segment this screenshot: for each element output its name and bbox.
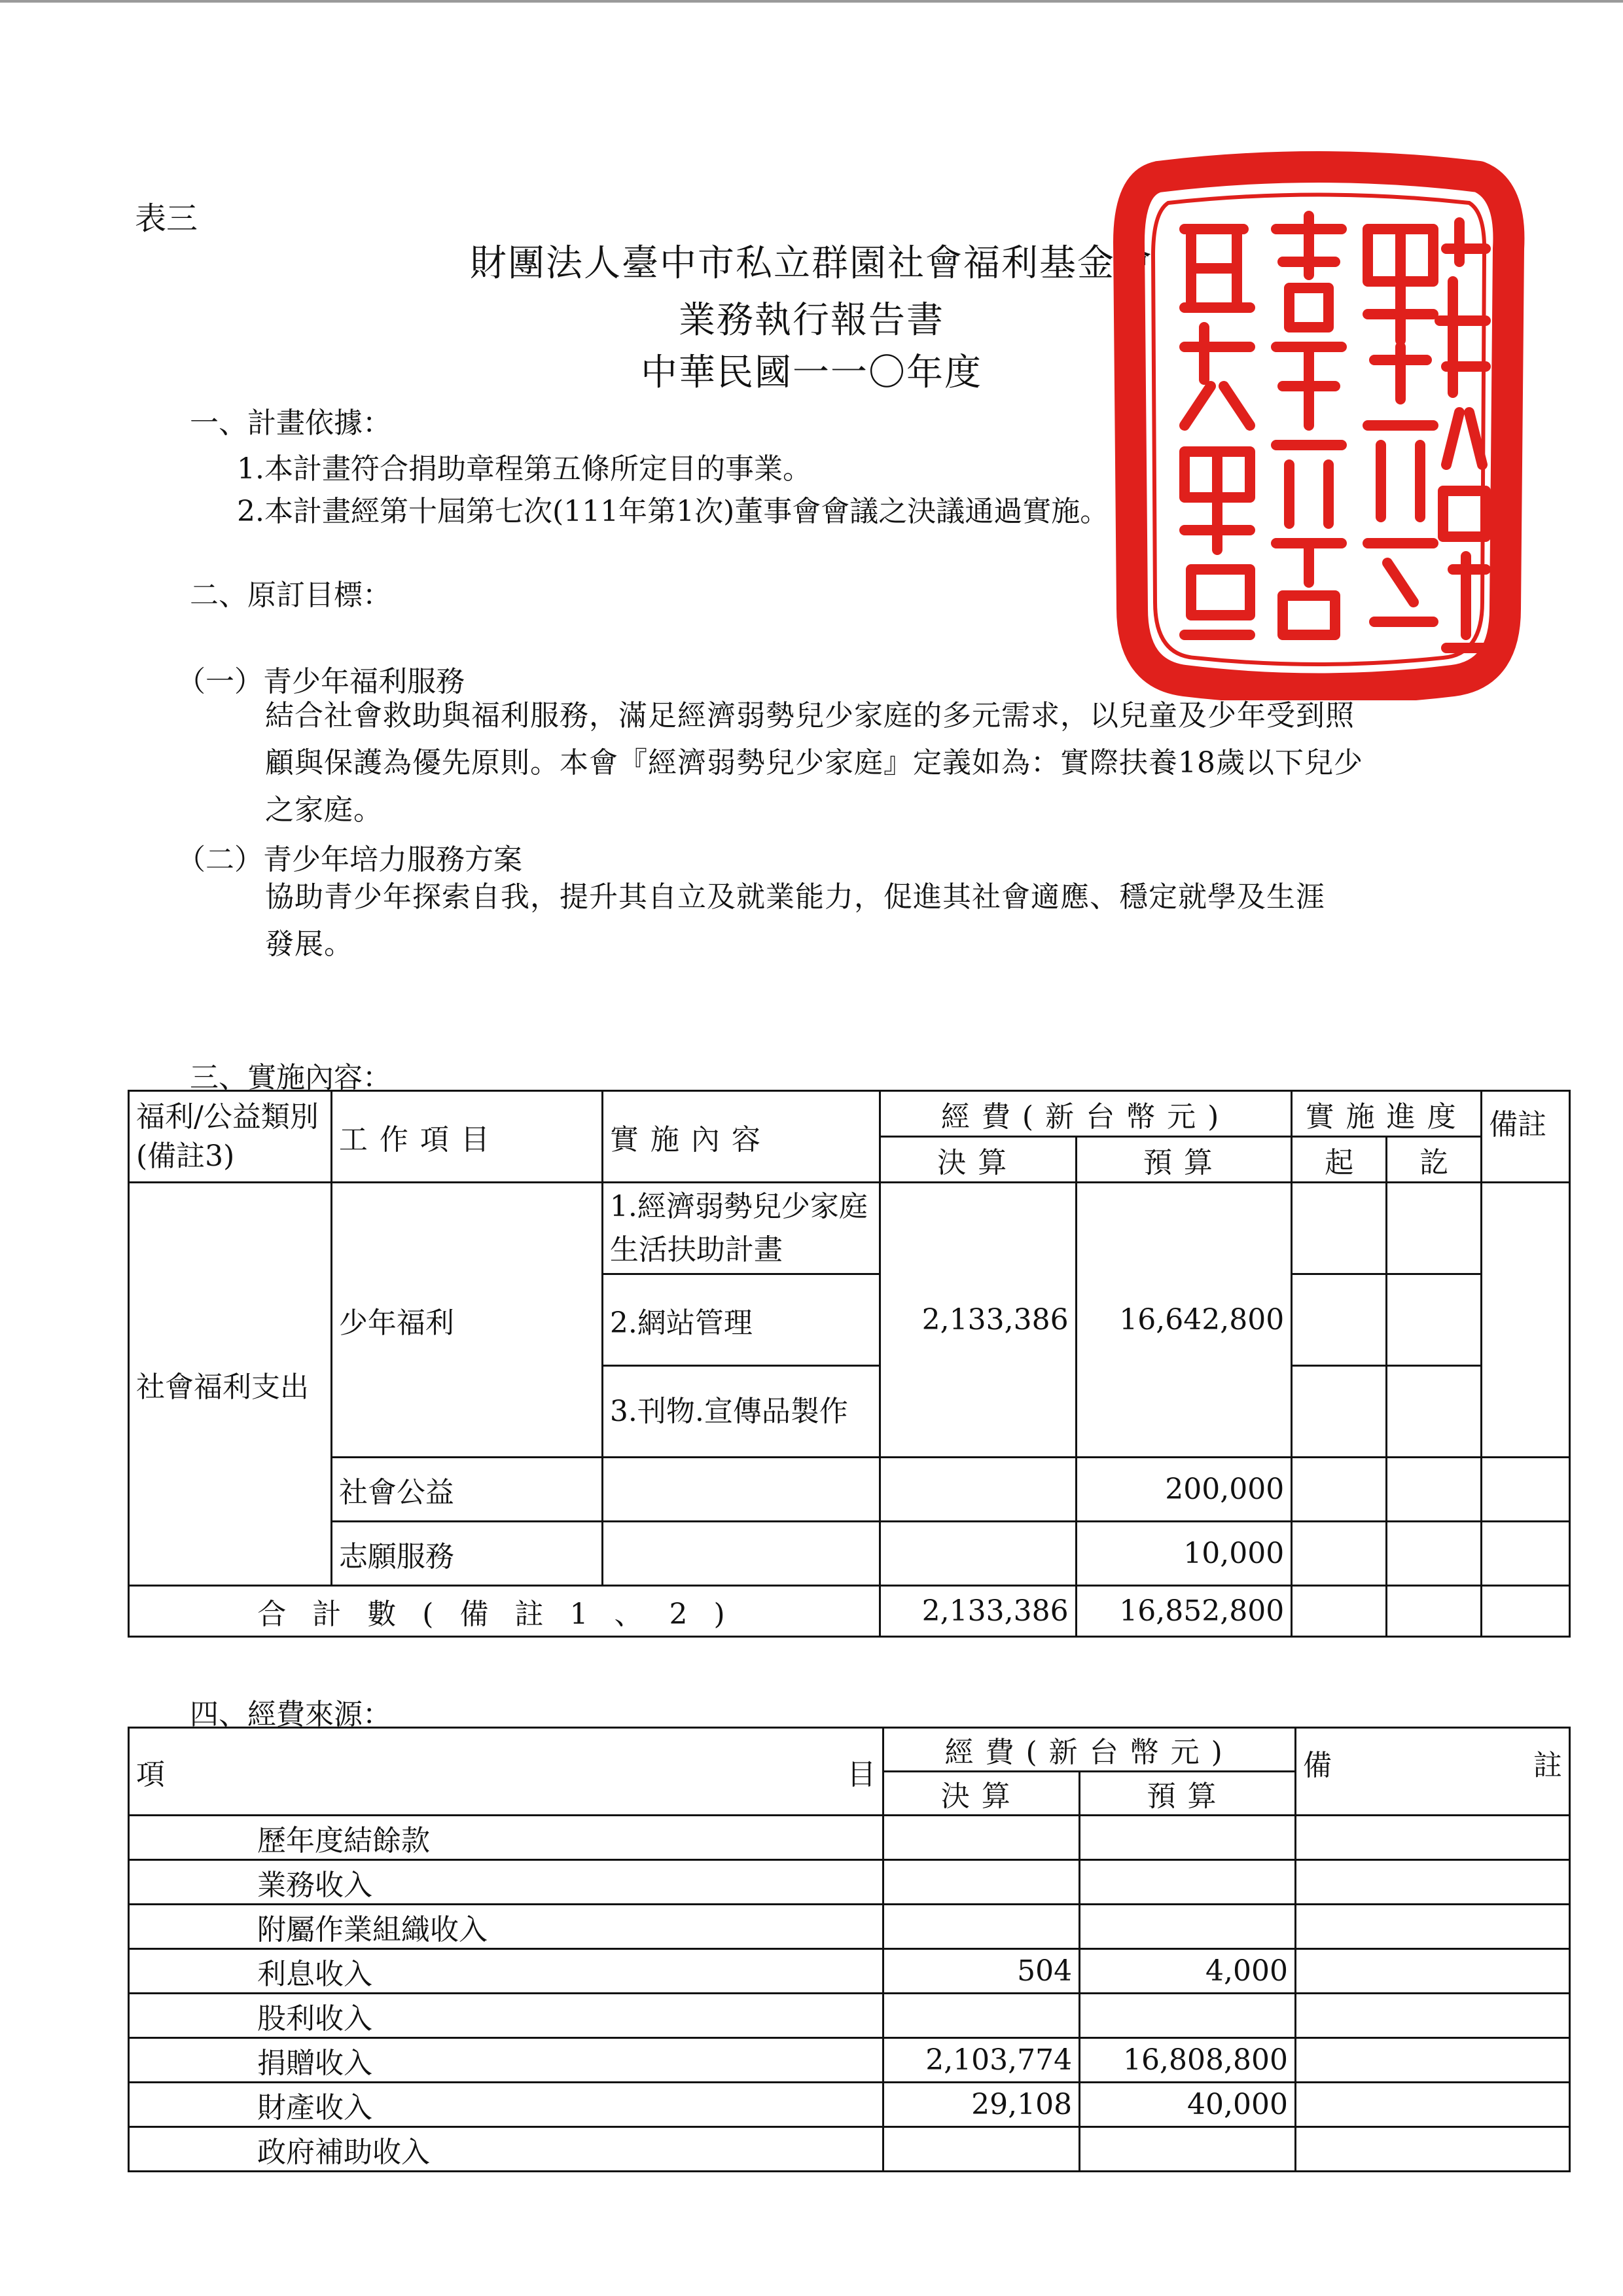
total-label: 合計數(備註1、2): [129, 1586, 880, 1637]
goal-2-title: （二）青少年培力服務方案: [177, 843, 522, 876]
property-budget: 40,000: [1080, 2083, 1296, 2127]
red-seal-stamp: [1113, 151, 1525, 700]
fund-row-name: 歷年度結餘款: [129, 1816, 883, 1860]
donation-actual: 2,103,774: [883, 2038, 1080, 2083]
funding-source-table: [128, 1727, 1571, 2172]
goal-2-text: 協助青少年探索自我，提升其自立及就業能力，促進其社會適應、穩定就學及生涯 發展。: [265, 880, 1325, 961]
header-progress: 實施進度: [1292, 1091, 1482, 1137]
section1-heading: 一、計畫依據：: [190, 406, 391, 440]
category-value: 社會福利支出: [129, 1183, 332, 1586]
section1-item-2: 2.本計畫經第十屆第七次(111年第1次)董事會會議之決議通過實施。: [237, 495, 1109, 528]
work-item-volunteer: 志願服務: [331, 1522, 602, 1586]
work-item-public-benefit: 社會公益: [331, 1458, 602, 1522]
fund-row-name: 股利收入: [129, 1994, 883, 2038]
fund-row-name: 利息收入: [129, 1949, 883, 1994]
section3-heading: 三、實施內容：: [190, 1061, 391, 1094]
header-work-item: 工作項目: [331, 1091, 602, 1183]
total-budget: 16,852,800: [1076, 1586, 1292, 1637]
section1-item-1: 1.本計畫符合捐助章程第五條所定目的事業。: [237, 452, 812, 486]
interest-actual: 504: [883, 1949, 1080, 1994]
header-budget-2: 預算: [1080, 1772, 1296, 1816]
implementation-table: [128, 1090, 1571, 1638]
header-actual: 決算: [880, 1137, 1076, 1183]
report-year: 中華民國一一〇年度: [641, 351, 982, 394]
youth-budget: 16,642,800: [1076, 1183, 1292, 1458]
fund-row-name: 財產收入: [129, 2083, 883, 2127]
goal-1-title: （一）青少年福利服務: [177, 665, 465, 698]
header-funds: 經費(新台幣元): [880, 1091, 1291, 1137]
org-name: 財團法人臺中市私立群園社會福利基金會: [470, 242, 1153, 285]
header-budget: 預算: [1076, 1137, 1292, 1183]
fund-row-name: 政府補助收入: [129, 2127, 883, 2172]
content-item-3: 3.刊物.宣傳品製作: [602, 1366, 880, 1458]
public-benefit-budget: 200,000: [1076, 1458, 1292, 1522]
form-label: 表三: [135, 200, 198, 237]
volunteer-budget: 10,000: [1076, 1522, 1292, 1586]
property-actual: 29,108: [883, 2083, 1080, 2127]
header-item: 項 目: [129, 1728, 883, 1816]
scan-top-edge: [0, 0, 1623, 3]
header-end: 訖: [1387, 1137, 1482, 1183]
goal-1-text: 結合社會救助與福利服務，滿足經濟弱勢兒少家庭的多元需求，以兒童及少年受到照 顧與保護為優先原則。本會『經濟弱勢兒少家庭』定義如為：實際扶養18歲以下兒少 之家庭。: [265, 699, 1363, 827]
header-remarks-2: 備 註: [1295, 1728, 1569, 1816]
donation-budget: 16,808,800: [1080, 2038, 1296, 2083]
content-item-2: 2.網站管理: [602, 1274, 880, 1366]
header-start: 起: [1292, 1137, 1387, 1183]
work-item-youth: 少年福利: [331, 1183, 602, 1458]
report-title: 業務執行報告書: [679, 299, 944, 342]
header-category: 福利/公益類別(備註3): [129, 1091, 332, 1183]
youth-actual: 2,133,386: [880, 1183, 1076, 1458]
header-content: 實施內容: [602, 1091, 880, 1183]
section2-heading: 二、原訂目標：: [190, 579, 391, 612]
fund-row-name: 附屬作業組織收入: [129, 1905, 883, 1949]
fund-row-name: 業務收入: [129, 1860, 883, 1905]
header-actual-2: 決算: [883, 1772, 1080, 1816]
header-remarks: 備註: [1482, 1091, 1570, 1183]
fund-row-name: 捐贈收入: [129, 2038, 883, 2083]
section4-heading: 四、經費來源：: [190, 1698, 391, 1731]
total-actual: 2,133,386: [880, 1586, 1076, 1637]
content-item-1: 1.經濟弱勢兒少家庭生活扶助計畫: [602, 1183, 880, 1274]
header-funds-2: 經費(新台幣元): [883, 1728, 1296, 1772]
interest-budget: 4,000: [1080, 1949, 1296, 1994]
